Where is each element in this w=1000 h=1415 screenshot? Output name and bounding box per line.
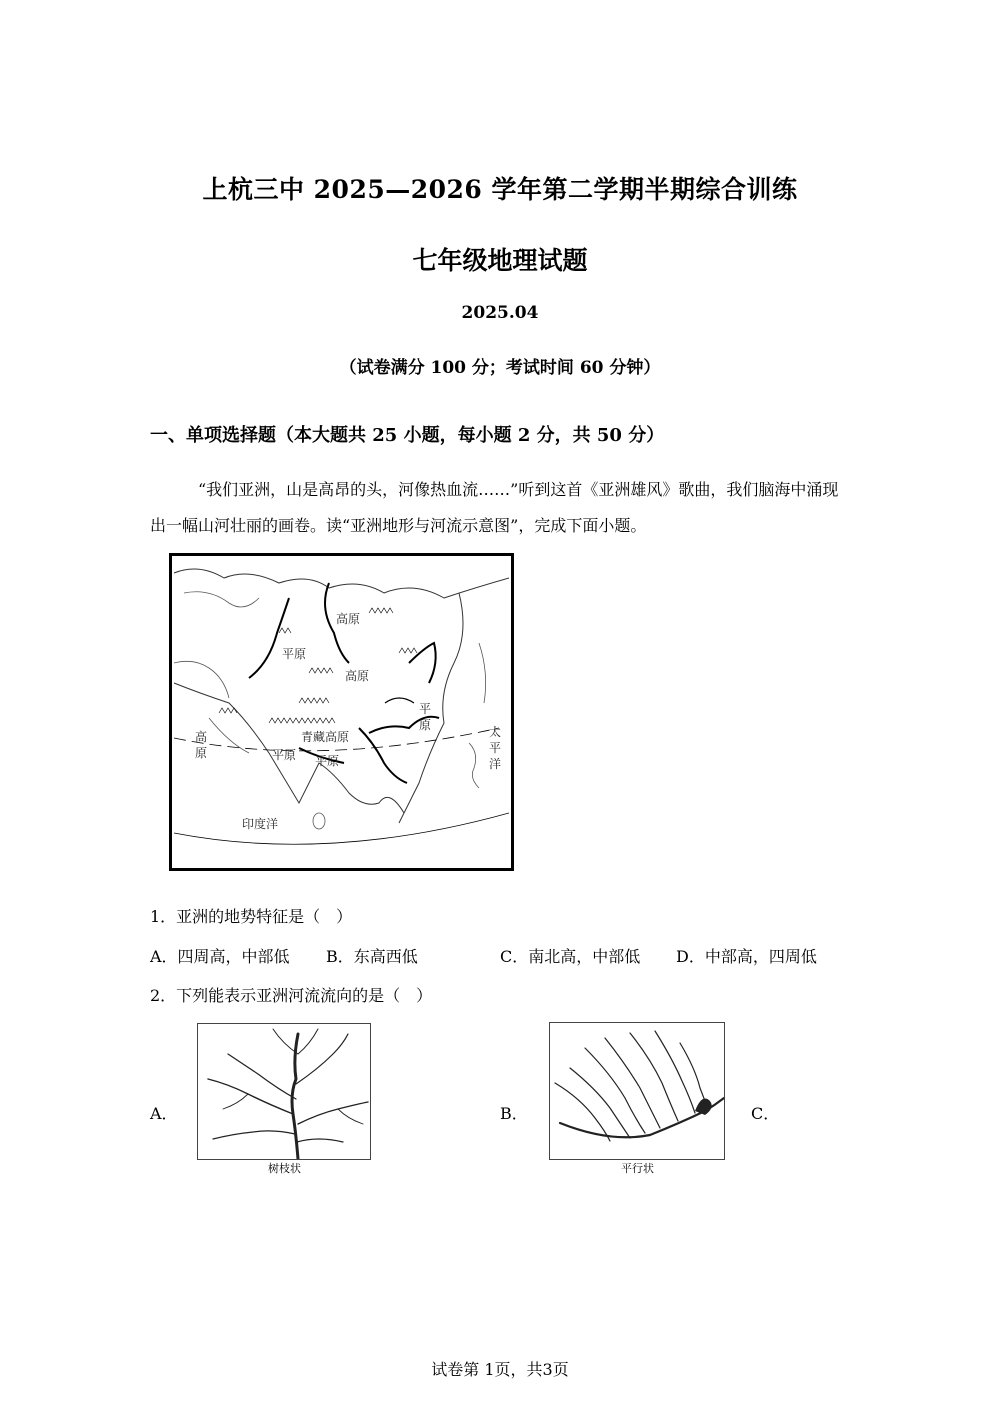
- dendritic-caption: 树枝状: [268, 1162, 301, 1175]
- question-1-option-b[interactable]: B．东高西低: [326, 947, 418, 966]
- map-label-plain-india-1: 平原: [272, 748, 297, 762]
- exam-subtitle: 七年级地理试题: [412, 246, 588, 275]
- page-footer: 试卷第 1页，共3页: [431, 1360, 569, 1379]
- map-label-plain-india-2: 平原: [315, 754, 340, 768]
- map-label-indian-ocean: 印度洋: [242, 817, 279, 831]
- exam-title: 上杭三中 2025—2026 学年第二学期半期综合训练: [202, 175, 798, 204]
- map-label-plain-west-siberia: 平原: [282, 647, 307, 661]
- map-label-plain-northeast-2: 原: [419, 718, 432, 732]
- map-label-plateau-north: 高原: [336, 612, 361, 626]
- question-2-option-a[interactable]: A．: [150, 1104, 178, 1123]
- question-2-stem: 2．下列能表示亚洲河流流向的是（ ）: [150, 986, 433, 1005]
- question-2-option-b[interactable]: B．: [500, 1104, 528, 1123]
- map-label-qingzang: 青藏高原: [301, 730, 350, 744]
- dendritic-river-figure: [197, 1023, 371, 1160]
- parallel-caption: 平行状: [621, 1162, 654, 1175]
- map-label-plateau-west-1: 高: [195, 730, 208, 744]
- map-label-plateau-west-2: 原: [195, 746, 208, 760]
- parallel-river-figure: [549, 1022, 725, 1160]
- map-label-pacific-3: 洋: [489, 757, 502, 771]
- map-label-plateau-mongolia: 高原: [345, 669, 370, 683]
- asia-terrain-river-map: [169, 553, 514, 871]
- question-1-stem: 1．亚洲的地势特征是（ ）: [150, 907, 353, 926]
- question-1-option-c[interactable]: C．南北高，中部低: [500, 947, 641, 966]
- section-heading: 一、单项选择题（本大题共 25 小题，每小题 2 分，共 50 分）: [150, 425, 665, 446]
- exam-date: 2025.04: [461, 303, 539, 323]
- exam-note: （试卷满分 100 分；考试时间 60 分钟）: [339, 358, 661, 378]
- question-1-option-d[interactable]: D．中部高，四周低: [676, 947, 817, 966]
- map-label-plain-northeast-1: 平: [419, 702, 432, 716]
- question-2-option-c[interactable]: C．: [751, 1104, 780, 1123]
- intro-paragraph: “我们亚洲，山是高昂的头，河像热血流……”听到这首《亚洲雄风》歌曲，我们脑海中涌现出一幅山河壮丽的画卷。读“亚洲地形与河流示意图”，完成下面小题。: [150, 480, 839, 535]
- map-label-pacific-1: 太: [489, 725, 502, 739]
- question-1-option-a[interactable]: A．四周高，中部低: [150, 947, 290, 966]
- map-label-pacific-2: 平: [489, 741, 502, 755]
